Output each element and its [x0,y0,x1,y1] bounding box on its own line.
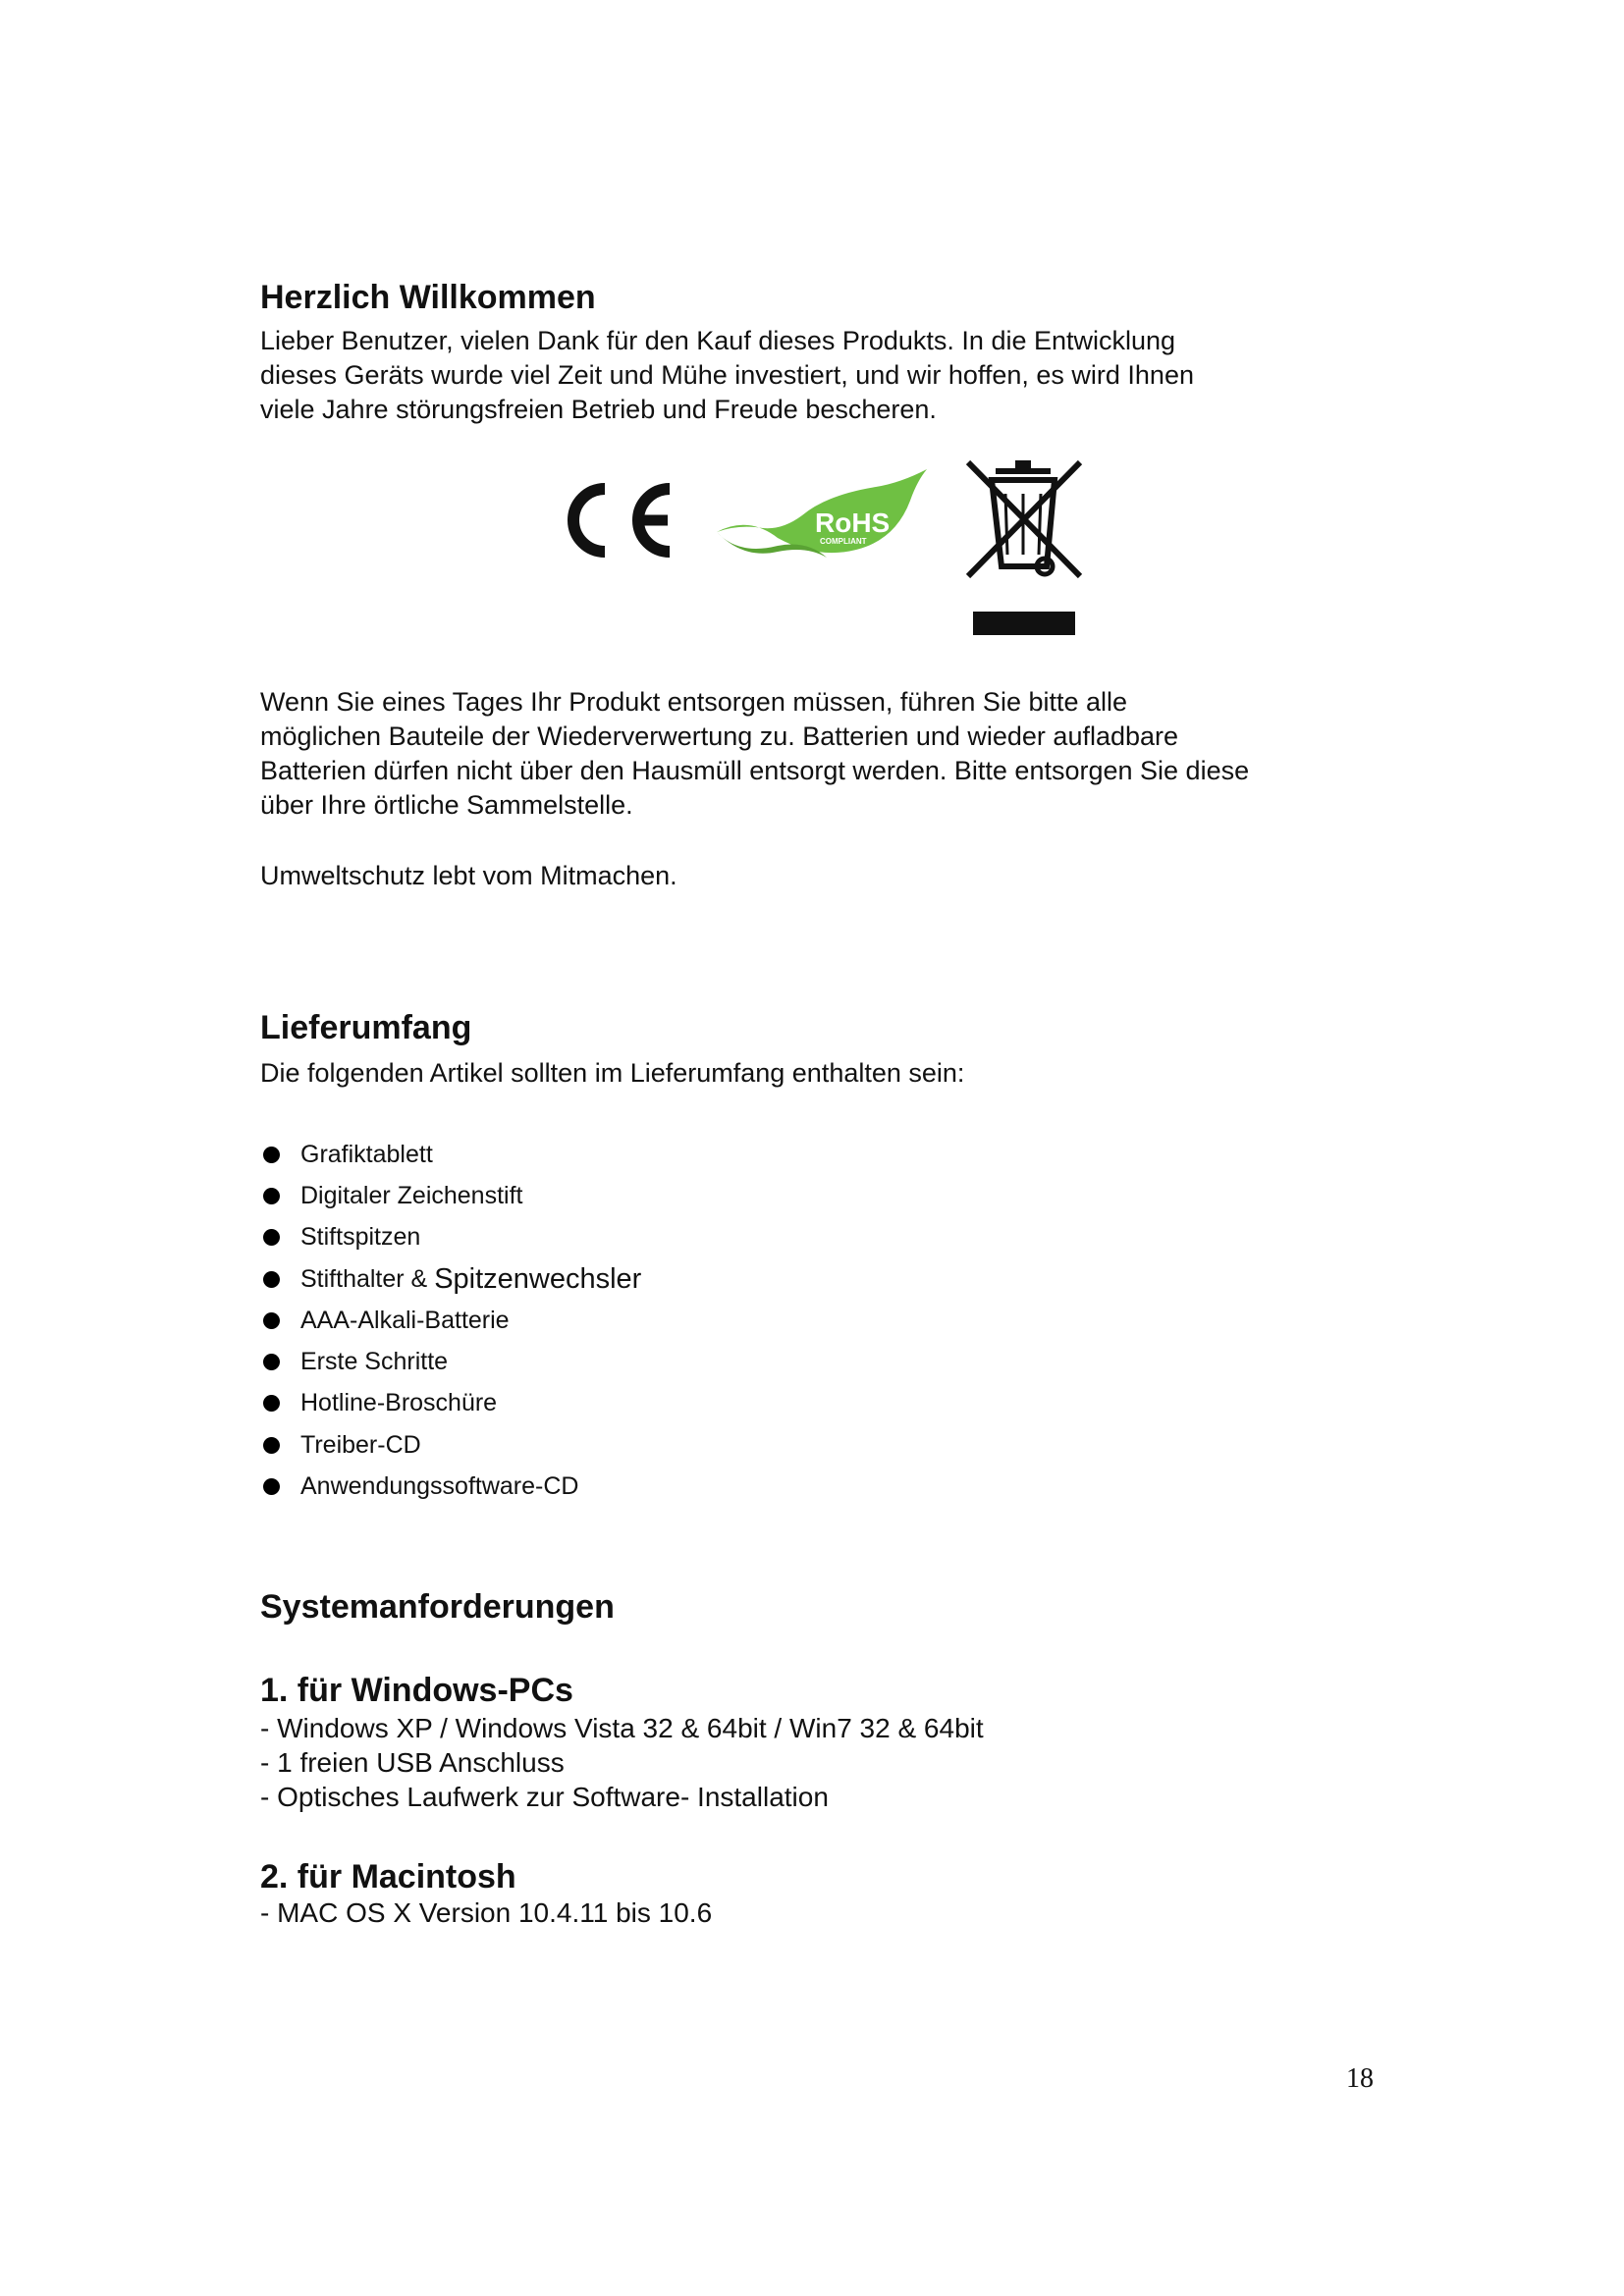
disposal-line: möglichen Bauteile der Wiederverwertung zu. Batterien und wieder aufladbare [260,721,1179,751]
bullet-icon [263,1354,280,1370]
list-item [260,1466,641,1507]
list-item-label: Stifthalter & [300,1264,428,1293]
list-item-label: Stiftspitzen [300,1223,421,1252]
bullet-icon [263,1395,280,1412]
windows-requirements [260,1711,984,1814]
list-item-label: Digitaler Zeichenstift [300,1181,523,1209]
welcome-line: dieses Geräts wurde viel Zeit und Mühe investiert, und wir hoffen, es wird Ihnen [260,360,1194,390]
list-item [260,1258,641,1300]
list-item [260,1134,641,1175]
mac-requirements [260,1896,712,1930]
bullet-icon [263,1437,280,1454]
requirement-line: - Optisches Laufwerk zur Software- Installation [260,1782,829,1812]
rohs-sub-text: COMPLIANT [820,537,867,546]
windows-heading: 1. für Windows-PCs [260,1672,573,1709]
list-item-label: Grafiktablett [300,1140,433,1168]
list-item-label: Hotline-Broschüre [300,1389,498,1417]
requirement-line: - 1 freien USB Anschluss [260,1747,565,1778]
list-item [260,1383,641,1424]
environment-slogan: Umweltschutz lebt vom Mitmachen. [260,861,677,890]
rohs-compliant-logo [709,461,935,574]
welcome-line: Lieber Benutzer, vielen Dank für den Kauf dieses Produkts. In die Entwicklung [260,326,1176,355]
welcome-heading: Herzlich Willkommen [260,279,596,316]
requirement-line: - Windows XP / Windows Vista 32 & 64bit / Win7 32 & 64bit [260,1713,984,1743]
list-item-label-suffix: Spitzenwechsler [434,1262,642,1295]
bullet-icon [263,1478,280,1495]
rohs-text: RoHS [815,507,891,538]
mac-heading: 2. für Macintosh [260,1858,516,1896]
crossed-out-wheelie-bin-icon [960,456,1088,638]
page-number: 18 [1346,2063,1374,2094]
bullet-icon [263,1188,280,1204]
list-item [260,1300,641,1341]
list-item [260,1217,641,1258]
delivery-heading: Lieferumfang [260,1009,472,1046]
requirement-line: - MAC OS X Version 10.4.11 bis 10.6 [260,1897,713,1928]
list-item [260,1175,641,1216]
list-item-label: AAA-Alkali-Batterie [300,1306,510,1334]
bullet-icon [263,1312,280,1329]
list-item-label: Treiber-CD [300,1430,421,1459]
delivery-intro: Die folgenden Artikel sollten im Lieferumfang enthalten sein: [260,1058,965,1088]
list-item-label: Erste Schritte [300,1348,449,1376]
disposal-line: über Ihre örtliche Sammelstelle. [260,790,633,820]
ce-mark-logo [558,476,680,564]
disposal-paragraph [260,685,1389,823]
requirements-heading: Systemanforderungen [260,1588,615,1626]
list-item [260,1341,641,1382]
bullet-icon [263,1147,280,1163]
list-item [260,1424,641,1466]
list-item-label: Anwendungssoftware-CD [300,1472,579,1501]
disposal-line: Batterien dürfen nicht über den Hausmüll entsorgt werden. Bitte entsorgen Sie diese [260,756,1250,785]
bullet-icon [263,1229,280,1246]
disposal-line: Wenn Sie eines Tages Ihr Produkt entsorgen müssen, führen Sie bitte alle [260,687,1128,717]
welcome-line: viele Jahre störungsfreien Betrieb und Freude bescheren. [260,395,937,424]
delivery-item-list [260,1134,641,1508]
bullet-icon [263,1271,280,1288]
welcome-paragraph [260,324,1389,427]
